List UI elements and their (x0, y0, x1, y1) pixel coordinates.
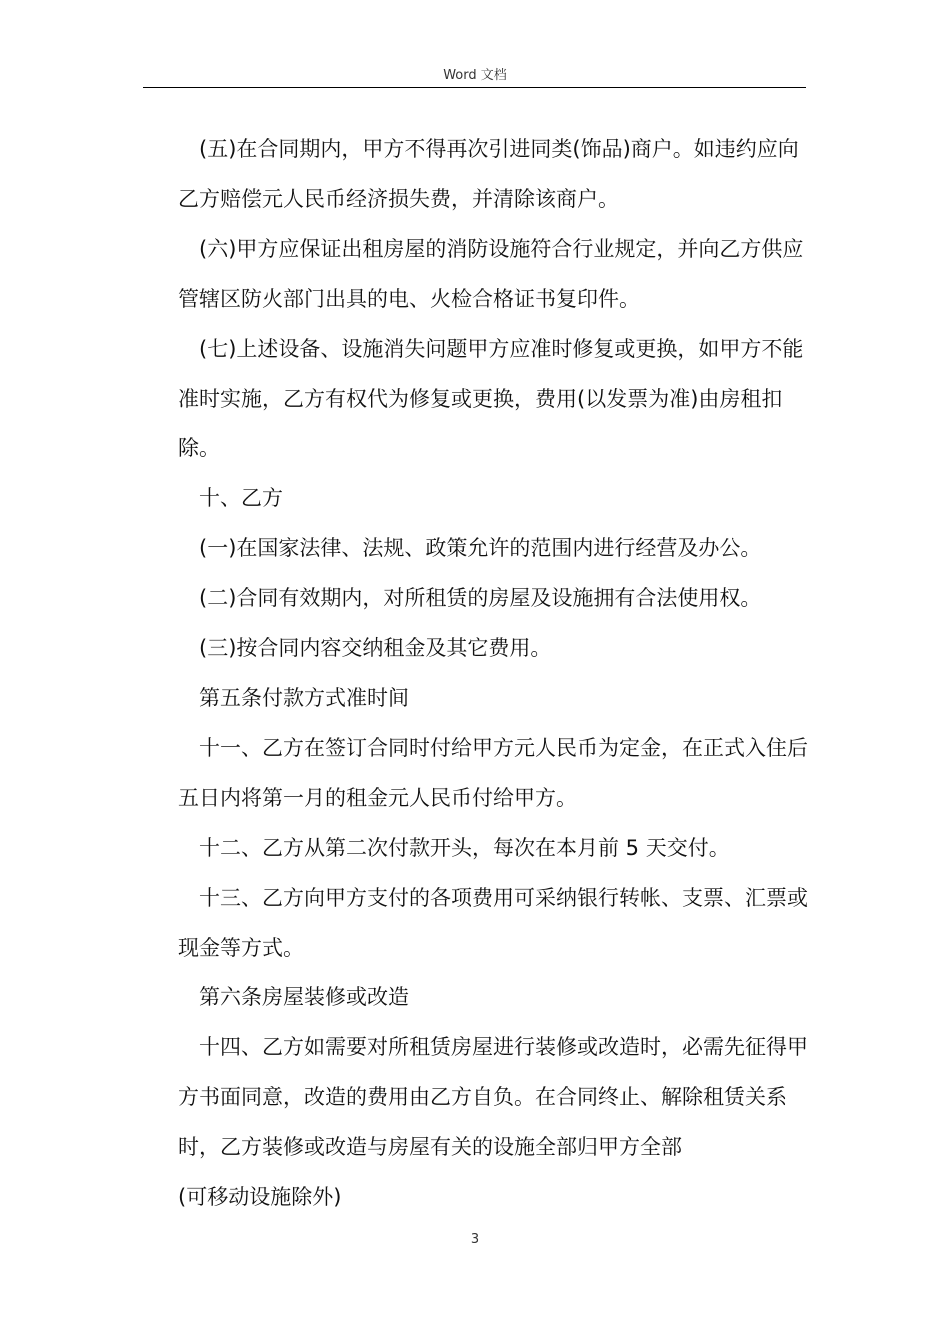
document-body (178, 125, 808, 1223)
paragraph-party-b-2: (二)合同有效期内，对所租赁的房屋及设施拥有合法使用权。 (199, 586, 762, 611)
page-header-title: Word 文档 (443, 68, 507, 83)
paragraph-clause-5: (五)在合同期内，甲方不得再次引进同类(饰品)商户。如违约应向乙方赔偿元人民币经济损失费，并清除该商户。 (178, 137, 799, 211)
article-heading-6: 第六条房屋装修或改造 (199, 985, 409, 1010)
header-divider (143, 87, 806, 88)
paragraph-party-b-1: (一)在国家法律、法规、政策允许的范围内进行经营及办公。 (199, 536, 762, 561)
paragraph-clause-6: (六)甲方应保证出租房屋的消防设施符合行业规定，并向乙方供应管辖区防火部门出具的电、火检合格证书复印件。 (178, 236, 804, 311)
page-number: 3 (470, 1232, 480, 1247)
paragraph-item-13: 十三、乙方向甲方支付的各项费用可采纳银行转帐、支票、汇票或现金等方式。 (178, 885, 808, 960)
paragraph-item-12: 十二、乙方从第二次付款开头，每次在本月前 5 天交付。 (199, 835, 730, 860)
paragraph-party-b-3: (三)按合同内容交纳租金及其它费用。 (199, 636, 552, 661)
paragraph-item-14: 十四、乙方如需要对所租赁房屋进行装修或改造时，必需先征得甲方书面同意，改造的费用由乙方自负。在合同终止、解除租赁关系时，乙方装修或改造与房屋有关的设施全部归甲方全部 (178, 1035, 808, 1160)
paragraph-item-11: 十一、乙方在签订合同时付给甲方元人民币为定金，在正式入住后五日内将第一月的租金元人民币付给甲方。 (178, 735, 808, 810)
article-heading-5: 第五条付款方式准时间 (199, 685, 409, 710)
paragraph-item-14-note: (可移动设施除外) (178, 1185, 342, 1210)
section-heading-party-b: 十、乙方 (199, 486, 283, 511)
paragraph-clause-7: (七)上述设备、设施消失问题甲方应准时修复或更换，如甲方不能准时实施，乙方有权代为修复或更换，费用(以发票为准)由房租扣除。 (178, 336, 804, 461)
